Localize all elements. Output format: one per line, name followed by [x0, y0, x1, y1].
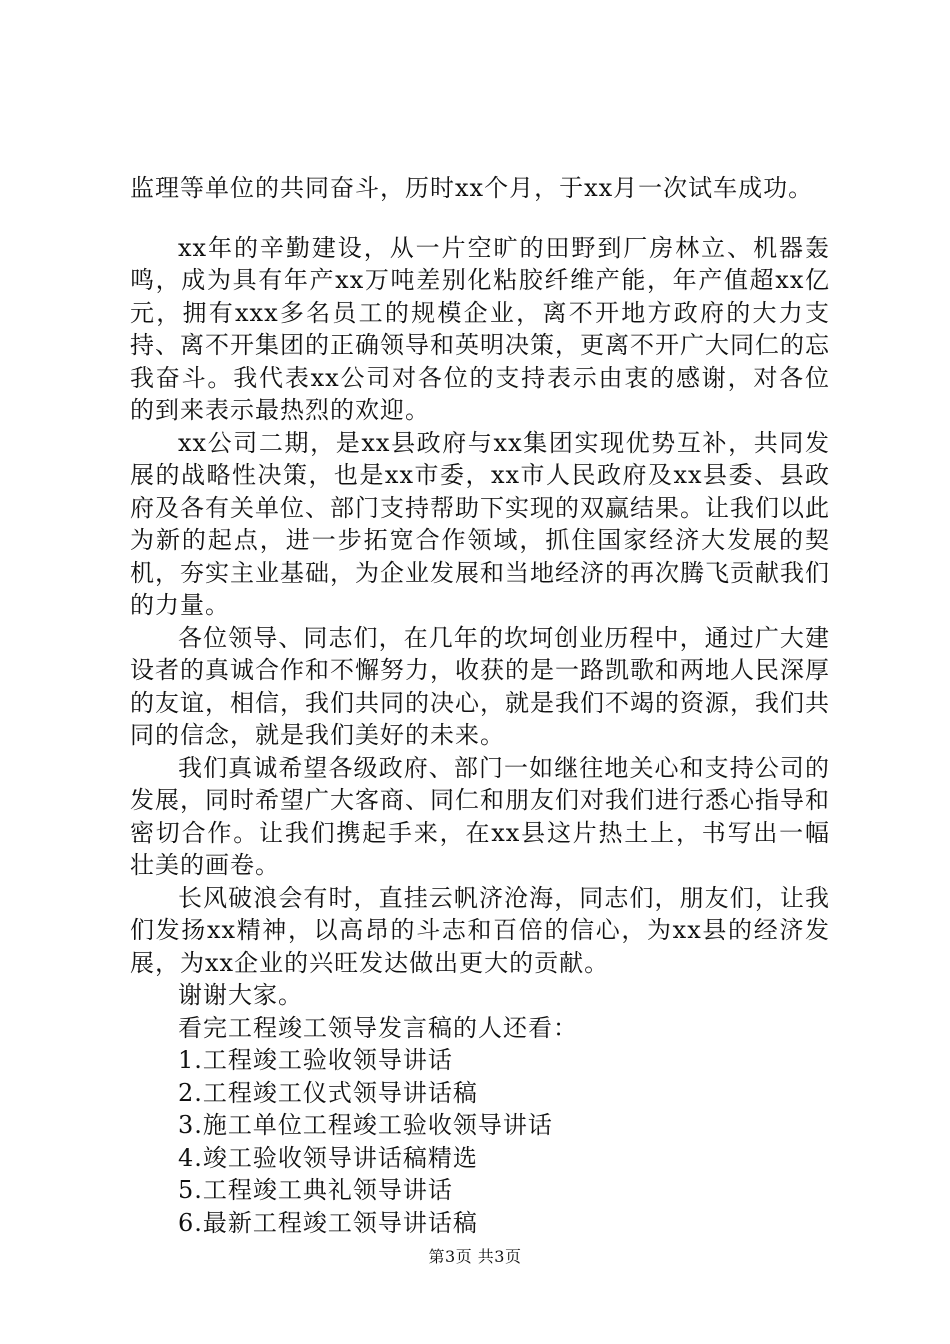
related-link-4[interactable]: 4.竣工验收领导讲话稿精选 [178, 1143, 478, 1172]
opening-line: 监理等单位的共同奋斗，历时xx个月，于xx月一次试车成功。 [130, 174, 814, 202]
document-body [130, 172, 830, 1239]
paragraph-hope: 我们真诚希望各级政府、部门一如继往地关心和支持公司的发展，同时希望广大客商、同仁和朋友们对我们进行悉心指导和密切合作。让我们携起手来，在xx县这片热土上，书写出一幅壮美的画卷。 [130, 753, 830, 879]
paragraph-closing: 长风破浪会有时，直挂云帆济沧海，同志们，朋友们，让我们发扬xx精神，以高昂的斗志和百倍的信心，为xx县的经济发展，为xx企业的兴旺发达做出更大的贡献。 [130, 883, 830, 977]
paragraph-phase-two: xx公司二期，是xx县政府与xx集团实现优势互补，共同发展的战略性决策，也是xx市委，xx市人民政府及xx县委、县政府及各有关单位、部门支持帮助下实现的双赢结果。让我们以此为新的起点，进一步拓宽合作领域，抓住国家经济大发展的契机，夯实主业基础，为企业发展和当地经济的再次腾飞贡献我们的力量。 [130, 428, 830, 619]
related-list [130, 1044, 830, 1239]
paragraph-construction: xx年的辛勤建设，从一片空旷的田野到厂房林立、机器轰鸣，成为具有年产xx万吨差别化粘胶纤维产能，年产值超xx亿元，拥有xxx多名员工的规模企业，离不开地方政府的大力支持、离不开集团的正确领导和英明决策，更离不开广大同仁的忘我奋斗。我代表xx公司对各位的支持表示由衷的感谢，对各位的到来表示最热烈的欢迎。 [130, 233, 830, 424]
related-link-6[interactable]: 6.最新工程竣工领导讲话稿 [178, 1208, 478, 1237]
thanks-line: 谢谢大家。 [178, 981, 303, 1009]
related-link-3[interactable]: 3.施工单位工程竣工验收领导讲话 [178, 1111, 553, 1139]
related-link-2[interactable]: 2.工程竣工仪式领导讲话稿 [178, 1078, 478, 1107]
related-link-1[interactable]: 1.工程竣工验收领导讲话 [178, 1046, 453, 1074]
related-link-5[interactable]: 5.工程竣工典礼领导讲话 [178, 1176, 453, 1204]
paragraph-leaders: 各位领导、同志们，在几年的坎坷创业历程中，通过广大建设者的真诚合作和不懈努力，收获的是一路凯歌和两地人民深厚的友谊，相信，我们共同的决心，就是我们不竭的资源，我们共同的信念，就是我们美好的未来。 [130, 623, 830, 749]
page-footer: 第3页 共3页 [428, 1247, 522, 1266]
related-heading: 看完工程竣工领导发言稿的人还看： [178, 1013, 578, 1042]
